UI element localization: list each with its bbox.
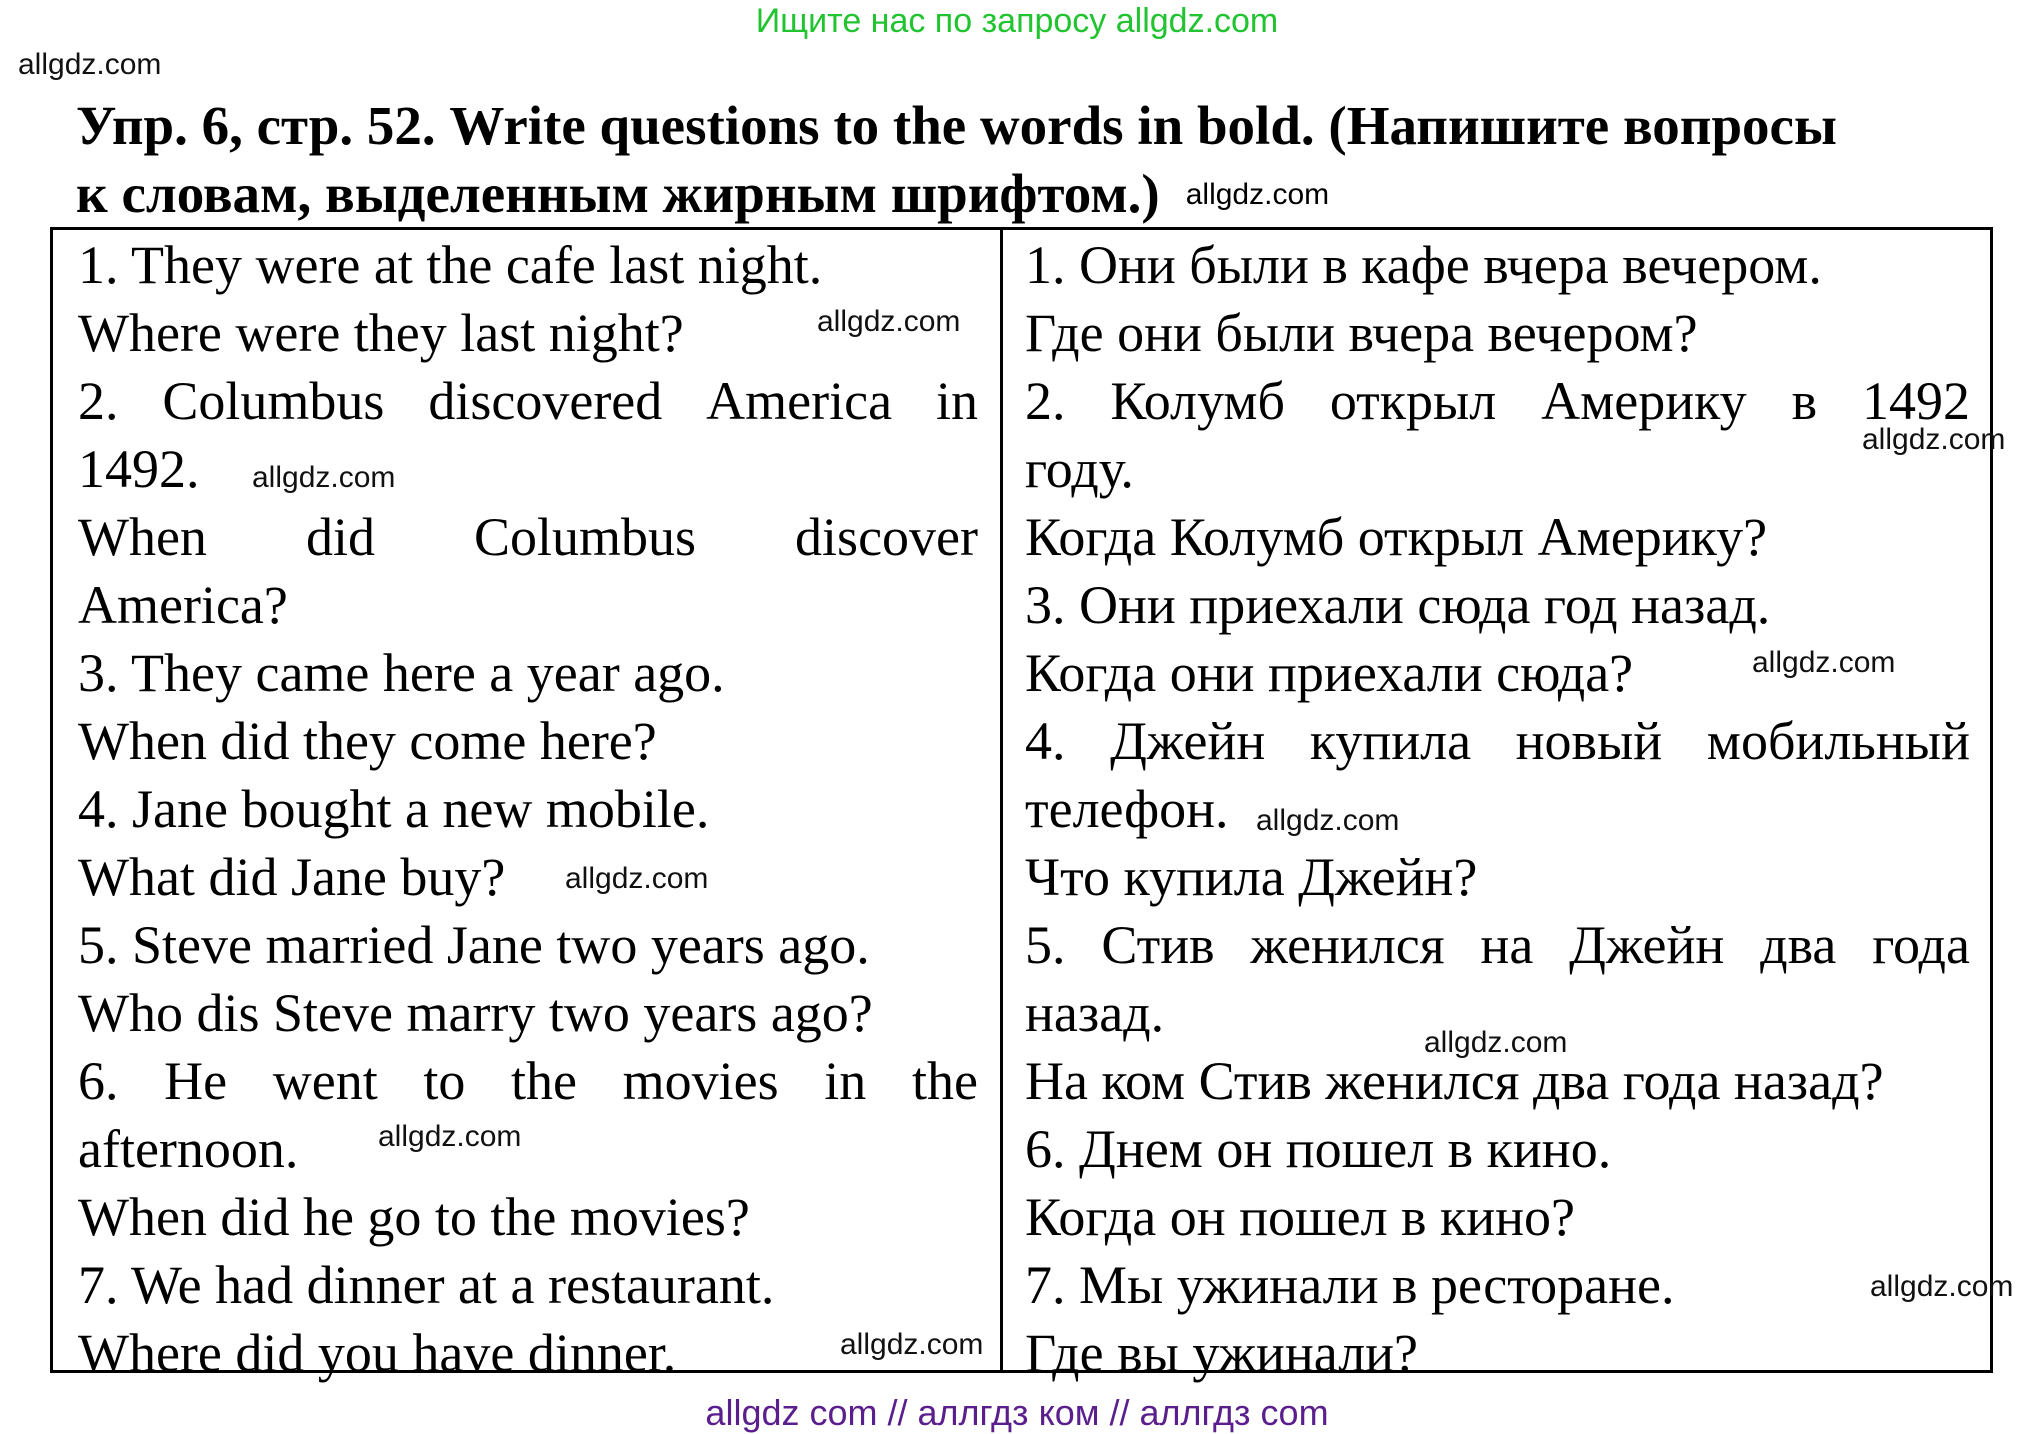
right-line-5: Когда Колумб открыл Америку? xyxy=(1025,507,1768,567)
left-line-8: When did they come here? xyxy=(78,711,657,771)
word: Джейн xyxy=(1110,711,1266,771)
left-line-7: 3. They came here a year ago. xyxy=(78,643,725,703)
word: did xyxy=(305,507,375,567)
word: movies xyxy=(622,1051,779,1111)
left-line-6: America? xyxy=(78,575,288,635)
right-line-16: 7. Мы ужинали в ресторане. xyxy=(1025,1255,1675,1315)
right-line-8 xyxy=(1025,707,1970,775)
right-line-15: Когда он пошел в кино? xyxy=(1025,1187,1576,1247)
word: купила xyxy=(1309,711,1472,771)
word: новый xyxy=(1515,711,1663,771)
word: went xyxy=(272,1051,378,1111)
right-line-3 xyxy=(1025,367,1970,435)
right-line-9: телефон. xyxy=(1025,779,1229,839)
watermark: allgdz.com xyxy=(378,1120,522,1153)
heading-line-2: к словам, выделенным жирным шрифтом.) allgdz.com xyxy=(76,163,1330,224)
answer-table xyxy=(50,227,1993,1383)
word: на xyxy=(1480,915,1534,975)
right-line-4: году. xyxy=(1025,439,1134,499)
word: When xyxy=(78,507,207,567)
word: года xyxy=(1872,915,1970,975)
word: 5. xyxy=(1025,915,1066,975)
word: Стив xyxy=(1101,915,1215,975)
watermark: allgdz.com xyxy=(1870,1270,2014,1303)
right-line-13: На ком Стив женился два года назад? xyxy=(1025,1051,1884,1111)
left-line-14: afternoon. xyxy=(78,1119,299,1179)
left-line-13 xyxy=(78,1047,978,1115)
word: в xyxy=(1791,371,1818,431)
watermark: allgdz.com xyxy=(252,461,396,494)
word: 4. xyxy=(1025,711,1066,771)
word: the xyxy=(511,1051,577,1111)
right-line-7: Когда они приехали сюда? xyxy=(1025,643,1634,703)
right-line-1: 1. Они были в кафе вчера вечером. xyxy=(1025,235,1822,295)
word: Джейн xyxy=(1569,915,1725,975)
watermark: allgdz.com xyxy=(1752,646,1896,679)
watermark: allgdz.com xyxy=(817,305,961,338)
left-line-3 xyxy=(78,367,978,435)
word: in xyxy=(824,1051,867,1111)
word: открыл xyxy=(1329,371,1497,431)
heading-line-1: Упр. 6, стр. 52. Write questions to the words in bold. (Напишите вопросы xyxy=(76,95,1837,156)
word: женился xyxy=(1250,915,1445,975)
watermark: allgdz.com xyxy=(1256,804,1400,837)
right-line-17: Где вы ужинали? xyxy=(1025,1323,1419,1383)
watermark: allgdz.com xyxy=(1424,1026,1568,1059)
word: два xyxy=(1760,915,1837,975)
word: discover xyxy=(795,507,978,567)
word: 6. xyxy=(78,1051,119,1111)
right-line-6: 3. Они приехали сюда год назад. xyxy=(1025,575,1771,635)
word: Америку xyxy=(1541,371,1747,431)
left-line-9: 4. Jane bought a new mobile. xyxy=(78,779,710,839)
word: Columbus xyxy=(473,507,697,567)
word: discovered xyxy=(428,371,663,431)
right-line-14: 6. Днем он пошел в кино. xyxy=(1025,1119,1612,1179)
right-line-2: Где они были вчера вечером? xyxy=(1025,303,1698,363)
word: 2. xyxy=(78,371,119,431)
exercise-heading xyxy=(76,92,1976,229)
word: Колумб xyxy=(1110,371,1285,431)
footer-watermark: allgdz com // аллгдз ком // аллгдз com xyxy=(705,1392,1329,1433)
word: мобильный xyxy=(1706,711,1970,771)
left-line-4: 1492. xyxy=(78,439,200,499)
word: to xyxy=(423,1051,466,1111)
word: America xyxy=(706,371,893,431)
left-line-16: 7. We had dinner at a restaurant. xyxy=(78,1255,775,1315)
left-line-1: 1. They were at the cafe last night. xyxy=(78,235,823,295)
search-banner: Ищите нас по запросу allgdz.com xyxy=(755,2,1279,40)
watermark: allgdz.com xyxy=(840,1328,984,1361)
left-line-11: 5. Steve married Jane two years ago. xyxy=(78,915,870,975)
right-line-10: Что купила Джейн? xyxy=(1025,847,1478,907)
word: 1492 xyxy=(1861,371,1970,431)
watermark: allgdz.com xyxy=(565,862,709,895)
word: 2. xyxy=(1025,371,1066,431)
word: the xyxy=(911,1051,978,1111)
right-line-11 xyxy=(1025,911,1970,979)
left-line-10: What did Jane buy? xyxy=(78,847,506,907)
left-line-12: Who dis Steve marry two years ago? xyxy=(78,983,873,1043)
word: He xyxy=(164,1051,228,1111)
left-line-17: Where did you have dinner. xyxy=(78,1323,677,1383)
watermark: allgdz.com xyxy=(1862,423,2006,456)
column-divider xyxy=(1000,230,1003,1370)
left-line-15: When did he go to the movies? xyxy=(78,1187,750,1247)
left-line-2: Where were they last night? xyxy=(78,303,684,363)
watermark: allgdz.com xyxy=(1185,178,1330,211)
watermark: allgdz.com xyxy=(18,48,162,81)
right-line-12: назад. xyxy=(1025,983,1165,1043)
word: Columbus xyxy=(162,371,385,431)
left-line-5 xyxy=(78,503,978,571)
word: in xyxy=(935,371,978,431)
